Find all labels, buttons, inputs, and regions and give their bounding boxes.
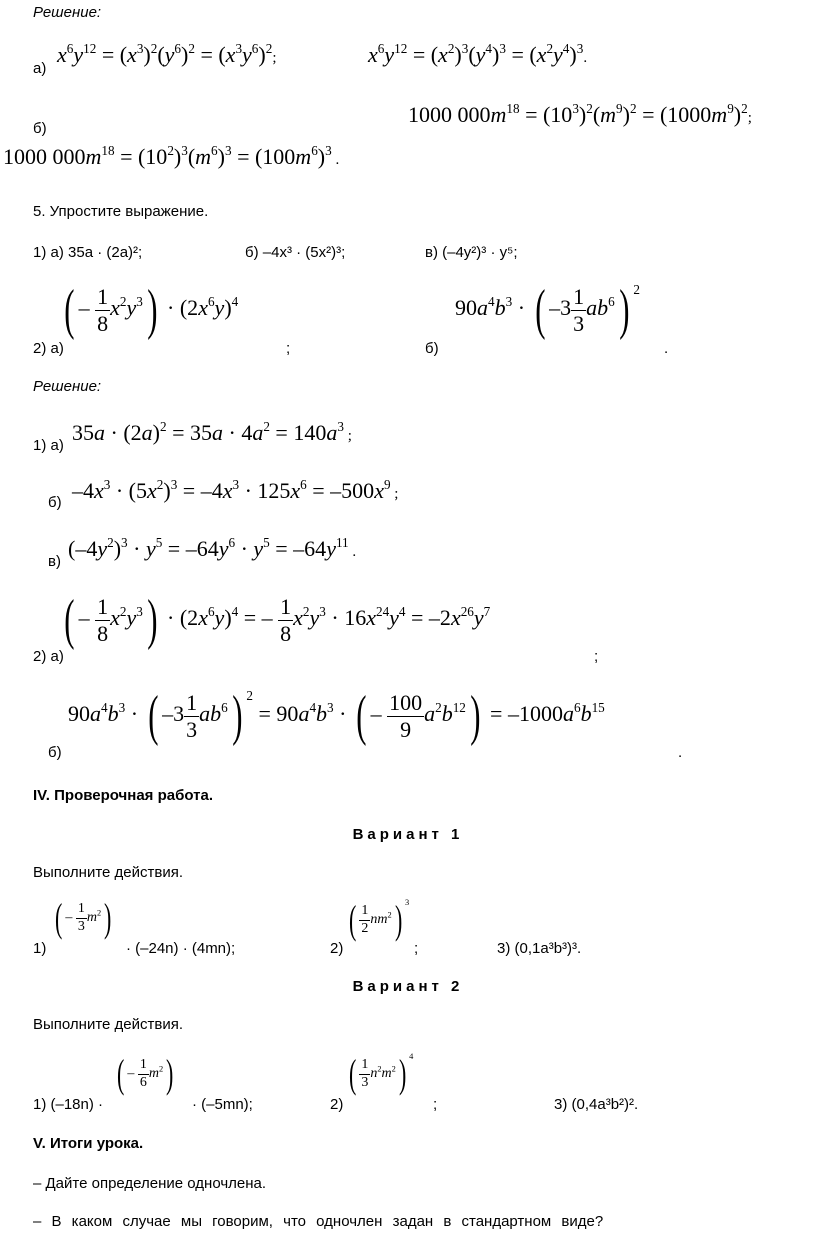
sol-2a-label: 2) а) [33, 648, 64, 665]
semicolon-2: ; [594, 648, 599, 665]
sol-v-formula: $(-4y^2)^3 \cdot y^5 = -64y^6 \cdot y^5 = -64y^{11}$ . [68, 534, 357, 561]
semicolon: ; [286, 340, 291, 357]
task5-2a-label: 2) а) [33, 340, 64, 357]
sol-b-formula: $-4x^3 \cdot (5x^2)^3 = -4x^3 \cdot 125x^6 = -500x^9$ ; [72, 476, 399, 503]
do-actions-1: Выполните действия. [33, 864, 184, 881]
formula-a-1: $x^6y^{12} = (x^3)^2(y^6)^2 = (x^3y^6)^2$; [57, 40, 277, 67]
formula-a-2: $x^6y^{12} = (x^2)^3(y^4)^3 = (x^2y^4)^3$. [368, 40, 588, 67]
v2-item1-formula: ( – $\frac{1}{6}$ $m^2$) [116, 1051, 174, 1096]
variant-1-title: Вариант 1 [352, 826, 464, 843]
sol-1a-label: 1) а) [33, 437, 64, 454]
task5-1v: в) (–4y²)³ · y⁵; [425, 244, 518, 261]
sol-1a-formula: $35a \cdot (2a)^2 = 35a \cdot 4a^2 = 140a^3$ ; [72, 418, 352, 445]
section-5-title: V. Итоги урока. [33, 1135, 144, 1152]
task5-2b-formula: $90a^4b^3$ · ( –3 $\frac{1}{3}$ $ab^6$) $^2$ [455, 279, 641, 341]
sol-2b-label: б) [48, 744, 62, 761]
sol-v-label: в) [48, 553, 61, 570]
v2-item2-label: 2) [330, 1096, 344, 1113]
v1-item1-label: 1) [33, 940, 47, 957]
solution-heading-1: Решение: [33, 4, 102, 21]
section-4-title: IV. Проверочная работа. [33, 787, 213, 804]
v1-item1-formula: ( – $\frac{1}{3}$ $m^2$) [54, 895, 112, 940]
sol-b-label: б) [48, 494, 62, 511]
v1-item3: 3) (0,1a³b³)³. [497, 940, 582, 957]
part-a-label: а) [33, 60, 47, 77]
task5-1a: 1) а) 35a · (2a)²; [33, 244, 143, 261]
semicolon-3: ; [414, 940, 419, 957]
v1-item1-rest: · (–24n) · (4mn); [126, 940, 236, 957]
v2-item1-rest: · (–5mn); [192, 1096, 253, 1113]
question-2: – В каком случае мы говорим, что одночлен задан в стандартном виде? [33, 1213, 604, 1230]
sol-2b-formula: $90a^4b^3$ · ( –3 $\frac{1}{3}$ $ab^6$) $^2 = 90a^4b^3$ · ( – $\frac{100}{9}$ $a^2b^{12}) = -1000a^6b^{15}$ [68, 685, 605, 747]
solution-heading-2: Решение: [33, 378, 102, 395]
question-1: – Дайте определение одночлена. [33, 1175, 267, 1192]
formula-b-1: 1000 $000m^{18} = (10^3)^2(m^9)^2 = (1000m^9)^2$; [408, 100, 752, 127]
period: . [664, 340, 669, 357]
v2-item1-label: 1) (–18n) · [33, 1096, 104, 1113]
task5-title: 5. Упростите выражение. [33, 203, 209, 220]
task5-1b: б) –4x³ · (5x²)³; [245, 244, 346, 261]
part-b-label: б) [33, 120, 47, 137]
v2-item3: 3) (0,4a³b²)². [554, 1096, 639, 1113]
sol-2a-formula: ( – $\frac{1}{8}$ $x^2y^3) \cdot (2x^6y)^4$ = – $\frac{1}{8}$ $x^2y^3 \cdot 16x^{24}y^4 = -2x^{26}y^7$ [64, 589, 491, 651]
v2-item2-formula: ( $\frac{1}{3}$ $n^2m^2$) $^4$ [348, 1051, 414, 1096]
do-actions-2: Выполните действия. [33, 1016, 184, 1033]
v1-item2-label: 2) [330, 940, 344, 957]
task5-2b-label: б) [425, 340, 439, 357]
variant-2-title: Вариант 2 [352, 978, 464, 995]
formula-b-2: 1000 $000m^{18} = (10^2)^3(m^6)^3 = (100m^6)^3$ . [3, 142, 340, 169]
v1-item2-formula: ( $\frac{1}{2}$ $nm^2$) $^3$ [348, 897, 410, 942]
semicolon-4: ; [433, 1096, 438, 1113]
task5-2a-formula: ( – $\frac{1}{8}$ $x^2y^3) \cdot (2x^6y)^4$ [64, 279, 239, 341]
period-2: . [678, 744, 683, 761]
